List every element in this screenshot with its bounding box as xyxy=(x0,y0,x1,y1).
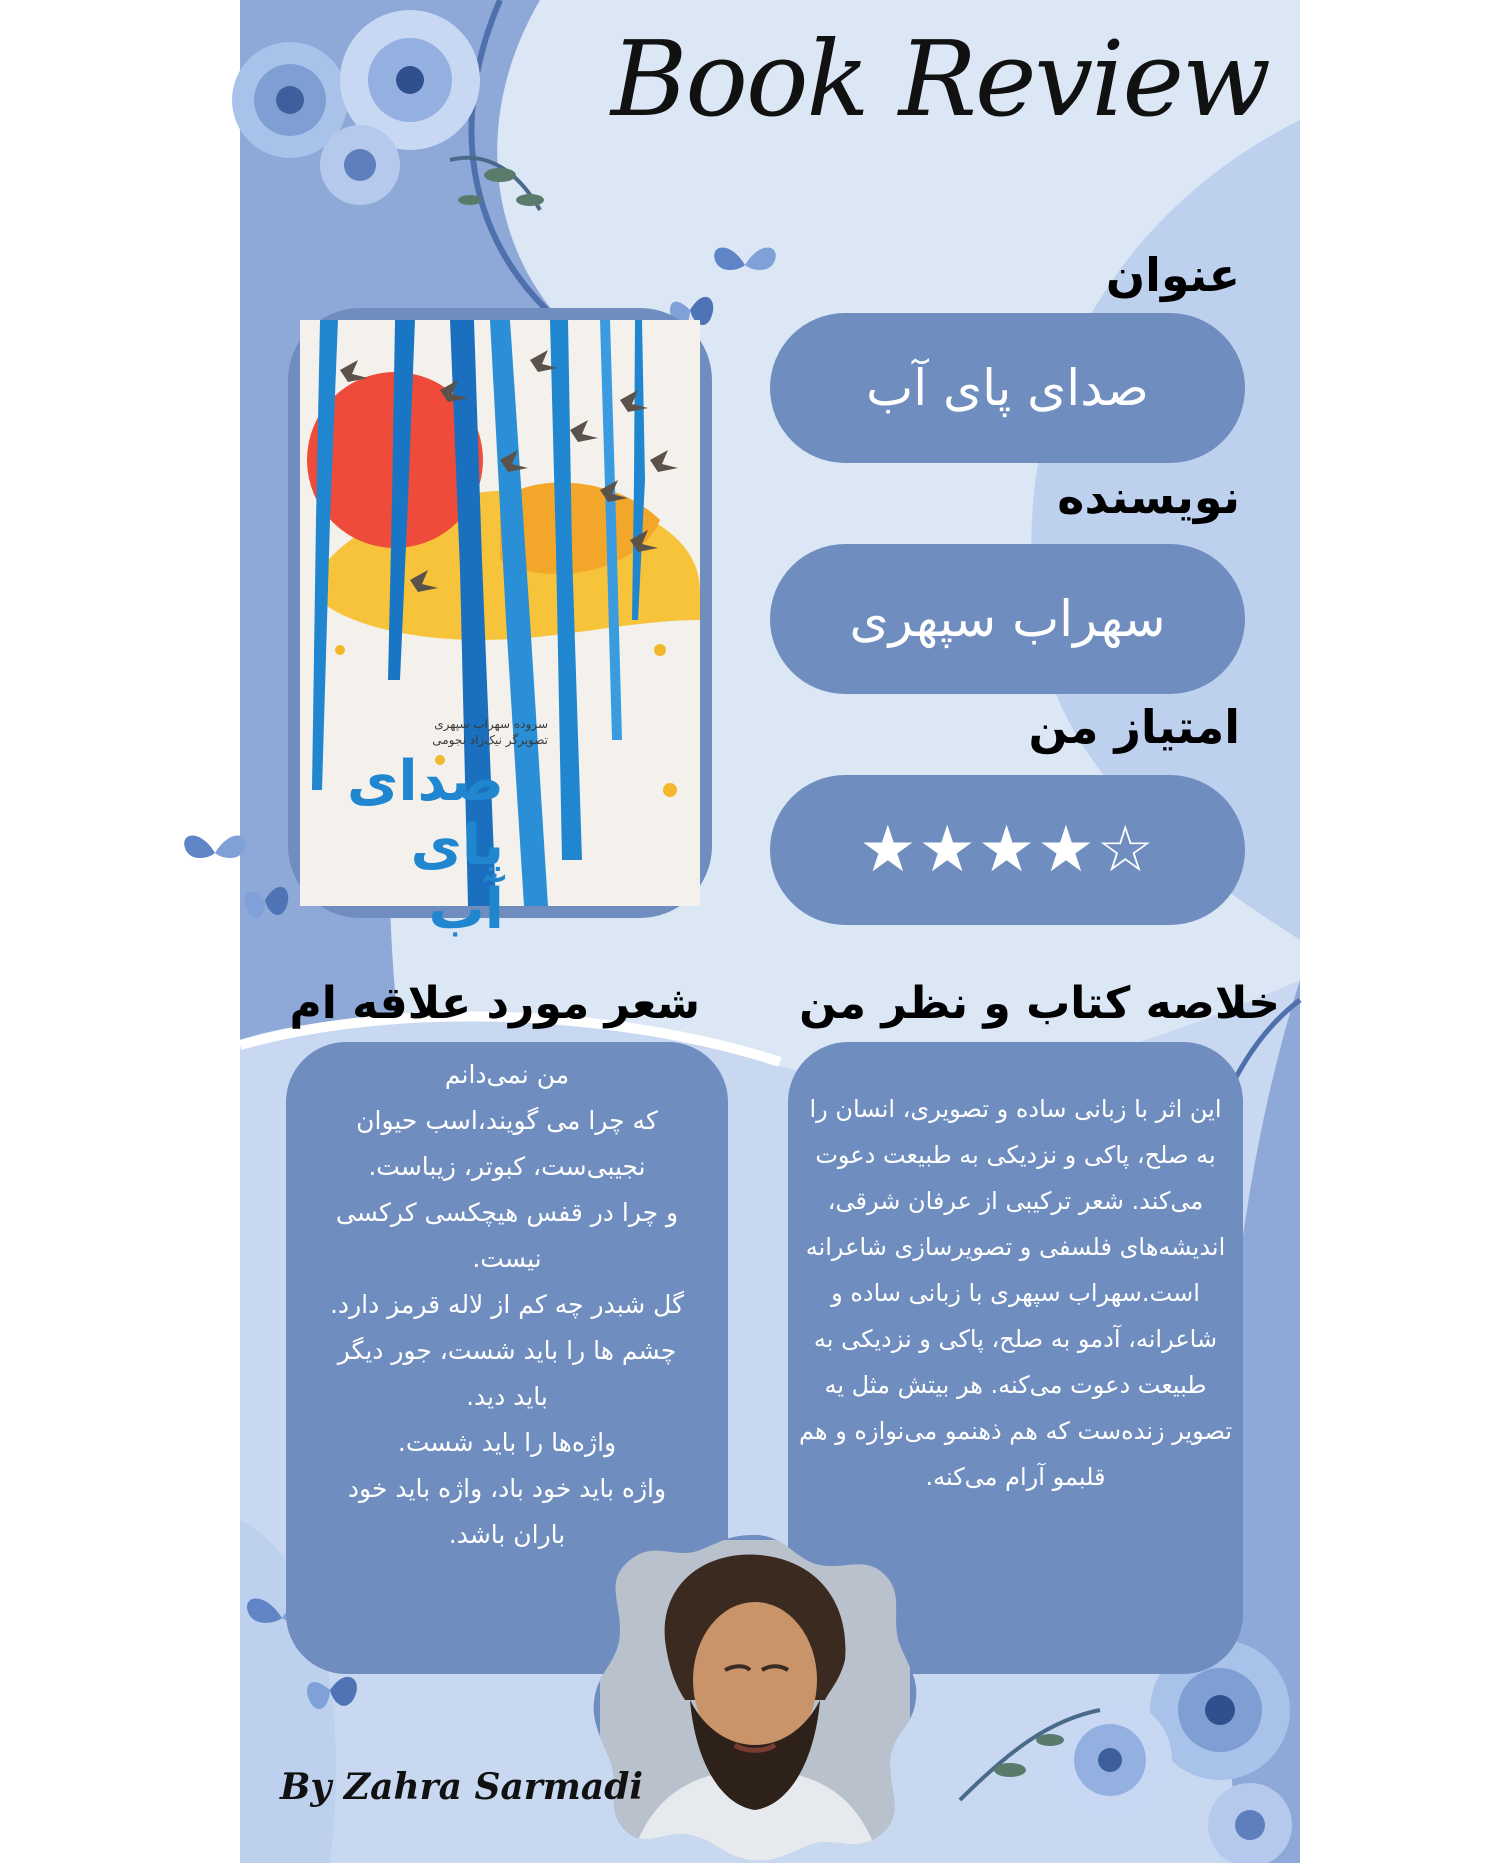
cover-title: صدای پای آب xyxy=(347,749,504,942)
rating-stars: ★★★★☆ xyxy=(859,813,1156,887)
summary-label: خلاصه کتاب و نظر من xyxy=(799,978,1280,1029)
author-portrait xyxy=(590,1530,920,1863)
book-title-pill xyxy=(770,313,1245,463)
poem-line: و چرا در قفس هیچکسی کرکسی xyxy=(335,1198,679,1227)
poem-line: من نمی‌دانم xyxy=(444,1060,570,1089)
poster-title: Book Review xyxy=(610,18,1270,140)
poem-line: باید دید. xyxy=(466,1382,548,1411)
author-byline: By Zahra Sarmadi xyxy=(280,1766,644,1808)
butterfly-icon xyxy=(235,870,295,930)
butterfly-icon xyxy=(710,240,780,290)
poem-line: که چرا می گویند،اسب حیوان xyxy=(356,1106,658,1135)
author-label: نویسنده xyxy=(1057,470,1240,524)
book-title: صدای پای آب xyxy=(866,359,1149,417)
title-label: عنوان xyxy=(1105,248,1240,302)
author-pill xyxy=(770,544,1245,694)
poem-label: شعر مورد علاقه ام xyxy=(289,978,700,1029)
book-cover xyxy=(300,320,700,942)
poem-line: چشم ها را باید شست، جور دیگر xyxy=(337,1336,677,1365)
poem-line: واژه‌ها را باید شست. xyxy=(397,1428,617,1457)
poem-line: باران باشد. xyxy=(448,1520,566,1549)
rating-label: امتیاز من xyxy=(1028,700,1240,754)
cover-credit: سروده سهراب سپهری تصویرگر نیک‌زاد نجومی xyxy=(432,717,548,747)
flower-icon xyxy=(240,0,570,260)
summary-text: این اثر با زبانی ساده و تصویری، انسان را به صلح، پاکی و نزدیکی به طبیعت دعوت می‌کند. شعر ترکیبی از عرفان شرقی، اندیشه‌های فلسفی و تصویرسازی شاعرانه است.سهراب سپهری با زبانی ساده و شاعرانه، آدمو به صلح، پاکی و نزدیکی به طبیعت دعوت می‌کنه. هر بیتش مثل یه تصویر زنده‌ست که هم ذهنمو می‌نوازه و هم قلبمو آرام می‌کنه. xyxy=(798,1095,1233,1491)
book-cover-frame xyxy=(288,308,712,942)
author-name: سهراب سپهری xyxy=(849,590,1166,648)
book-review-poster xyxy=(240,0,1300,1863)
poem-line: نیست. xyxy=(472,1244,542,1273)
rating-pill xyxy=(770,775,1245,925)
poem-line: نجیبی‌ست، کبوتر، زیباست. xyxy=(368,1152,646,1181)
poem-line: گل شبدر چه کم از لاله قرمز دارد. xyxy=(329,1290,684,1319)
poem-line: واژه باید خود باد، واژه باید خود xyxy=(347,1474,667,1503)
